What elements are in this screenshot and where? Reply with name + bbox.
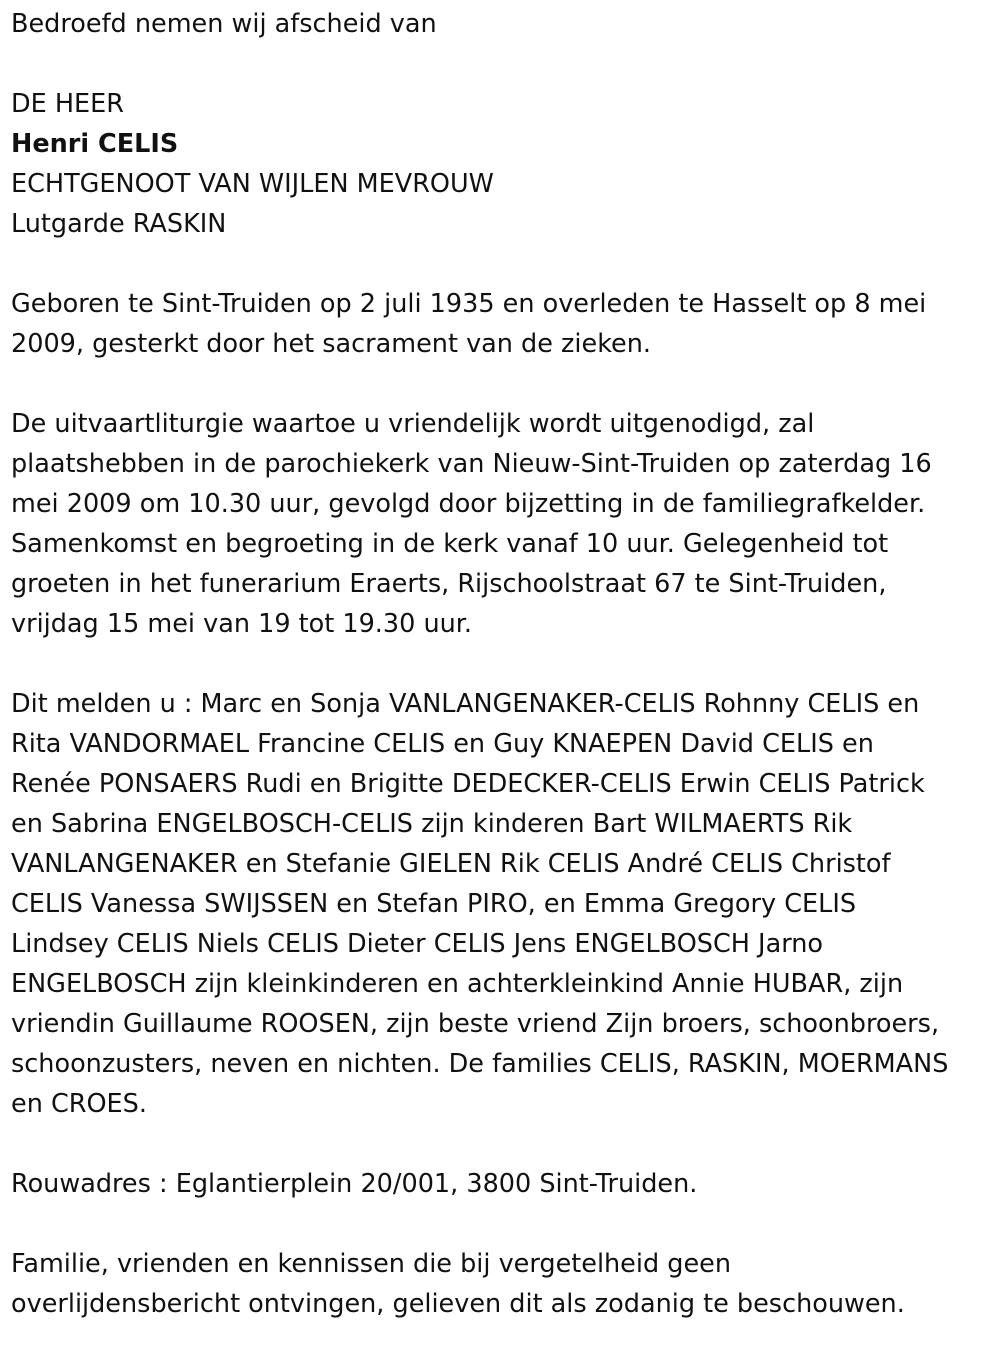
death-notice bbox=[11, 4, 986, 1324]
paragraph-line: mei 2009 om 10.30 uur, gevolgd door bijzetting in de familiegrafkelder. bbox=[11, 489, 926, 519]
spacer bbox=[11, 644, 986, 684]
spacer bbox=[11, 244, 986, 284]
intro-text: Bedroefd nemen wij afscheid van bbox=[11, 9, 437, 39]
closing-paragraph bbox=[11, 1244, 986, 1324]
spacer bbox=[11, 44, 986, 84]
paragraph-line: Renée PONSAERS Rudi en Brigitte DEDECKER-CELIS Erwin CELIS Patrick bbox=[11, 769, 925, 799]
spouse-name: Lutgarde RASKIN bbox=[11, 209, 227, 239]
paragraph-line: CELIS Vanessa SWIJSSEN en Stefan PIRO, en Emma Gregory CELIS bbox=[11, 889, 857, 919]
paragraph-line: VANLANGENAKER en Stefanie GIELEN Rik CELIS André CELIS Christof bbox=[11, 849, 891, 879]
spacer bbox=[11, 1124, 986, 1164]
address-line: Rouwadres : Eglantierplein 20/001, 3800 Sint-Truiden. bbox=[11, 1169, 698, 1199]
funeral-paragraph bbox=[11, 404, 986, 644]
paragraph-line: overlijdensbericht ontvingen, gelieven dit als zodanig te beschouwen. bbox=[11, 1289, 905, 1319]
title-line: DE HEER bbox=[11, 89, 124, 119]
paragraph-line: Dit melden u : Marc en Sonja VANLANGENAKER-CELIS Rohnny CELIS en bbox=[11, 689, 920, 719]
paragraph-line: Lindsey CELIS Niels CELIS Dieter CELIS Jens ENGELBOSCH Jarno bbox=[11, 929, 823, 959]
paragraph-line: 2009, gesterkt door het sacrament van de zieken. bbox=[11, 329, 652, 359]
paragraph-line: Rita VANDORMAEL Francine CELIS en Guy KNAEPEN David CELIS en bbox=[11, 729, 874, 759]
deceased-name: Henri CELIS bbox=[11, 129, 179, 159]
paragraph-line: Geboren te Sint-Truiden op 2 juli 1935 en overleden te Hasselt op 8 mei bbox=[11, 289, 927, 319]
paragraph-line: plaatshebben in de parochiekerk van Nieuw-Sint-Truiden op zaterdag 16 bbox=[11, 449, 932, 479]
paragraph-line: De uitvaartliturgie waartoe u vriendelijk wordt uitgenodigd, zal bbox=[11, 409, 815, 439]
spouse-line: ECHTGENOOT VAN WIJLEN MEVROUW bbox=[11, 169, 494, 199]
spacer bbox=[11, 364, 986, 404]
paragraph-line: vrijdag 15 mei van 19 tot 19.30 uur. bbox=[11, 609, 473, 639]
paragraph-line: en CROES. bbox=[11, 1089, 147, 1119]
paragraph-line: Samenkomst en begroeting in de kerk vanaf 10 uur. Gelegenheid tot bbox=[11, 529, 889, 559]
paragraph-line: groeten in het funerarium Eraerts, Rijschoolstraat 67 te Sint-Truiden, bbox=[11, 569, 887, 599]
paragraph-line: ENGELBOSCH zijn kleinkinderen en achterkleinkind Annie HUBAR, zijn bbox=[11, 969, 904, 999]
birth-death-paragraph bbox=[11, 284, 986, 364]
spacer bbox=[11, 1204, 986, 1244]
paragraph-line: vriendin Guillaume ROOSEN, zijn beste vriend Zijn broers, schoonbroers, bbox=[11, 1009, 940, 1039]
paragraph-line: Familie, vrienden en kennissen die bij vergetelheid geen bbox=[11, 1249, 731, 1279]
paragraph-line: schoonzusters, neven en nichten. De families CELIS, RASKIN, MOERMANS bbox=[11, 1049, 949, 1079]
family-paragraph bbox=[11, 684, 986, 1124]
paragraph-line: en Sabrina ENGELBOSCH-CELIS zijn kinderen Bart WILMAERTS Rik bbox=[11, 809, 853, 839]
